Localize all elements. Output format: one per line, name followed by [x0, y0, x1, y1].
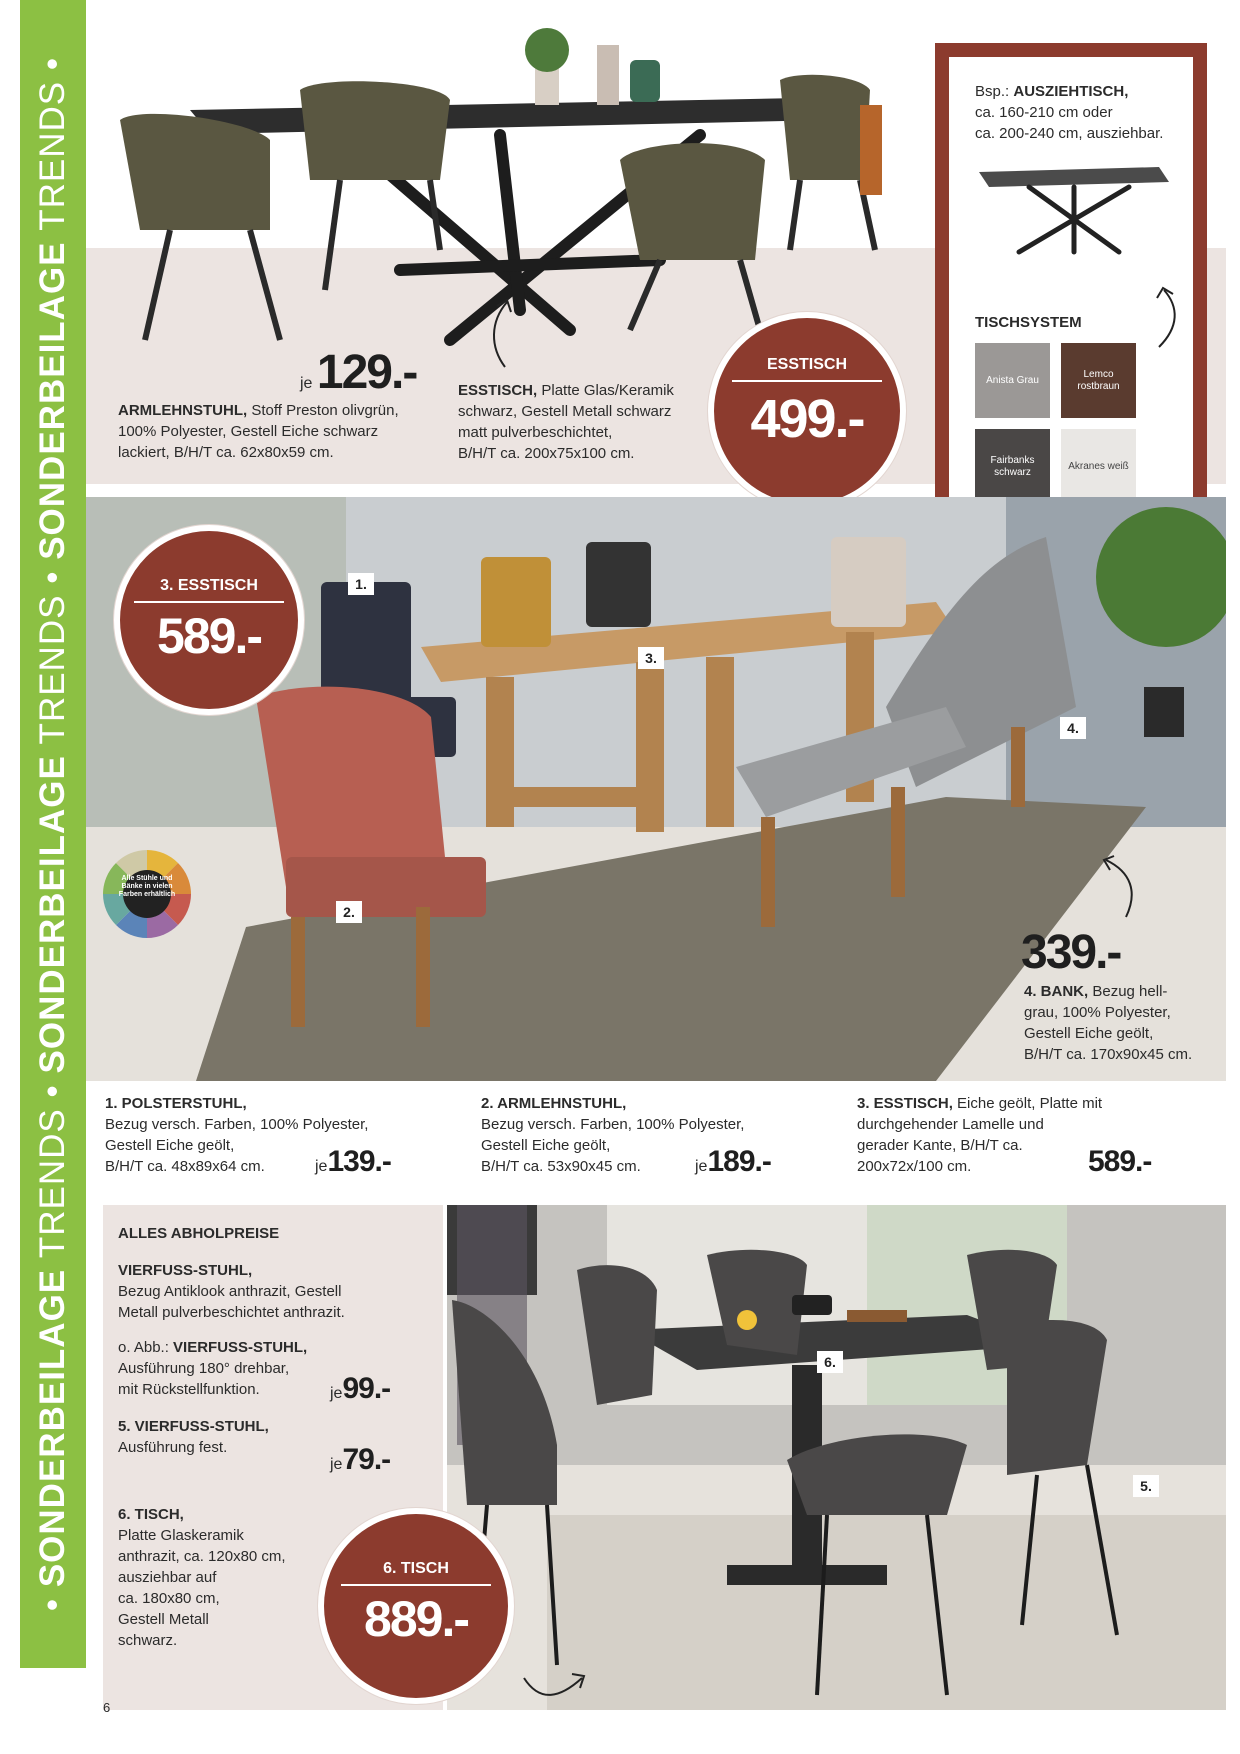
polsterstuhl-price	[315, 1145, 391, 1179]
desc: gerader Kante, B/H/T ca.	[857, 1137, 1023, 1154]
desc: schwarz.	[118, 1632, 178, 1649]
extension-table-image	[969, 157, 1179, 257]
table-system-inner	[949, 57, 1193, 506]
esstisch-3-price	[1088, 1145, 1151, 1179]
dining-scene-dark	[447, 1205, 1226, 1710]
sidebar-word-light: TRENDS	[33, 594, 72, 745]
product-title: VIERFUSS-STUHL,	[173, 1339, 308, 1356]
page-number: 6	[103, 1700, 111, 1715]
price: 589.-	[1088, 1145, 1152, 1178]
desc: ca. 180x80 cm,	[118, 1590, 220, 1607]
desc: Gestell Metall	[118, 1611, 209, 1628]
arrow-icon	[1096, 852, 1146, 922]
product-title: 1. POLSTERSTUHL,	[105, 1095, 247, 1112]
bullet: •	[33, 1084, 72, 1098]
desc: B/H/T ca. 53x90x45 cm.	[481, 1158, 641, 1175]
swatch-anista-grau	[975, 343, 1050, 418]
desc: matt pulverbeschichtet,	[458, 424, 613, 441]
armchair-description	[118, 400, 448, 463]
desc: durchgehender Lamelle und	[857, 1116, 1044, 1133]
label-3: 3.	[638, 647, 664, 669]
badge-divider	[732, 380, 882, 382]
desc: Bezug Antiklook anthrazit, Gestell	[118, 1283, 342, 1300]
table-description	[458, 380, 718, 464]
sidebar-word-light: TRENDS	[33, 1108, 72, 1259]
table-system-title: TISCHSYSTEM	[975, 314, 1082, 331]
price: 139.-	[327, 1145, 391, 1178]
extension-table-text	[975, 81, 1195, 144]
price: 99.-	[342, 1372, 391, 1405]
desc: anthrazit, ca. 120x80 cm,	[118, 1548, 286, 1565]
product-title: 3. ESSTISCH,	[857, 1095, 953, 1112]
product-title: 2. ARMLEHNSTUHL,	[481, 1095, 627, 1112]
badge-title: 6. TISCH	[383, 1560, 449, 1577]
product-title: ARMLEHNSTUHL,	[118, 402, 248, 419]
desc: lackiert, B/H/T ca. 62x80x59 cm.	[118, 444, 334, 461]
prefix: o. Abb.:	[118, 1339, 174, 1356]
swatch-lemco-rostbraun	[1061, 343, 1136, 418]
desc: schwarz, Gestell Metall schwarz	[458, 403, 672, 420]
desc: Ausführung fest.	[118, 1439, 228, 1456]
desc: B/H/T ca. 48x89x64 cm.	[105, 1158, 265, 1175]
sidebar-word-bold: SONDERBEILAGE	[33, 241, 72, 560]
bullet: •	[33, 1597, 72, 1612]
table-system-box	[935, 43, 1207, 520]
bullet: •	[33, 570, 72, 584]
badge-title: ESSTISCH	[766, 356, 847, 373]
desc: ca. 160-210 cm oder	[975, 104, 1113, 121]
je-label: je	[300, 375, 313, 392]
price-badge-esstisch	[708, 312, 906, 510]
badge-title: 3. ESSTISCH	[160, 577, 258, 594]
desc: Metall pulverbeschichtet anthrazit.	[118, 1304, 345, 1321]
armchair-price	[300, 345, 416, 400]
product-esstisch-3	[857, 1093, 1117, 1177]
price: 339.-	[1021, 926, 1121, 979]
badge-divider	[341, 1584, 491, 1586]
desc: Eiche geölt, Platte mit	[952, 1095, 1103, 1112]
price: 189.-	[707, 1145, 771, 1178]
desc: Gestell Eiche geölt,	[1024, 1025, 1154, 1042]
price-badge-tisch-6	[318, 1508, 514, 1704]
bottom-dining-photo	[447, 1205, 1226, 1710]
desc: grau, 100% Polyester,	[1024, 1004, 1171, 1021]
desc: Bezug hell-	[1088, 983, 1168, 1000]
desc: Gestell Eiche geölt,	[481, 1137, 611, 1154]
desc: ca. 200-240 cm, ausziehbar.	[975, 125, 1164, 142]
arrow-icon	[1149, 282, 1189, 352]
desc: Platte Glas/Keramik	[537, 382, 674, 399]
arrow-icon	[520, 1668, 590, 1708]
product-title: 5. VIERFUSS-STUHL,	[118, 1418, 269, 1435]
vierfuss-5-price	[330, 1443, 390, 1477]
bullet: •	[33, 56, 72, 71]
desc: Bezug versch. Farben, 100% Polyester,	[105, 1116, 369, 1133]
je-label: je	[695, 1158, 708, 1175]
swatch-label: Fairbanks schwarz	[990, 454, 1035, 478]
desc: Platte Glaskeramik	[118, 1527, 244, 1544]
label-1: 1.	[348, 573, 374, 595]
title: AUSZIEHTISCH,	[1013, 83, 1129, 100]
desc: 100% Polyester, Gestell Eiche schwarz	[118, 423, 379, 440]
sidebar-word-light: TRENDS	[33, 80, 72, 231]
sidebar-word-bold: SONDERBEILAGE	[33, 755, 72, 1074]
je-label: je	[315, 1158, 328, 1175]
desc: mit Rückstellfunktion.	[118, 1381, 260, 1398]
product-title: ESSTISCH,	[458, 382, 538, 399]
prefix: Bsp.:	[975, 83, 1014, 100]
desc: Gestell Eiche geölt,	[105, 1137, 235, 1154]
bench-price	[1021, 925, 1120, 980]
label-5: 5.	[1133, 1475, 1159, 1497]
label-6: 6.	[817, 1351, 843, 1373]
price-badge-esstisch-3	[114, 525, 304, 715]
price: 129.-	[316, 346, 417, 399]
label-2: 2.	[336, 901, 362, 923]
swatch-akranes-weiss	[1061, 429, 1136, 504]
sidebar-banner	[20, 0, 86, 1668]
drehstuhl-price	[330, 1372, 390, 1406]
swatch-label: Anista Grau	[986, 374, 1039, 386]
desc: 200x72x/100 cm.	[857, 1158, 972, 1175]
color-wheel-caption: Alle Stühle und Bänke in vielen Farben erhältlich	[118, 875, 176, 898]
je-label: je	[330, 1456, 343, 1473]
desc: Ausführung 180° drehbar,	[118, 1360, 290, 1377]
label-4: 4.	[1060, 717, 1086, 739]
bench-description	[1024, 981, 1224, 1065]
badge-divider	[134, 601, 284, 603]
desc: B/H/T ca. 170x90x45 cm.	[1024, 1046, 1193, 1063]
product-title: 6. TISCH,	[118, 1506, 184, 1523]
product-title: VIERFUSS-STUHL,	[118, 1262, 253, 1279]
badge-price: 889.-	[364, 1591, 468, 1647]
desc: Stoff Preston olivgrün,	[247, 402, 399, 419]
section-header: ALLES ABHOLPREISE	[118, 1225, 280, 1242]
sidebar-text	[20, 0, 86, 1668]
swatch-label: Lemco rostbraun	[1077, 368, 1120, 392]
armlehnstuhl-price	[695, 1145, 771, 1179]
desc: Bezug versch. Farben, 100% Polyester,	[481, 1116, 745, 1133]
swatch-fairbanks-schwarz	[975, 429, 1050, 504]
je-label: je	[330, 1385, 343, 1402]
desc: B/H/T ca. 200x75x100 cm.	[458, 445, 635, 462]
badge-price: 589.-	[157, 608, 261, 664]
swatch-label: Akranes weiß	[1068, 460, 1129, 472]
arrow-icon	[485, 292, 525, 372]
badge-price: 499.-	[750, 389, 864, 449]
desc: ausziehbar auf	[118, 1569, 217, 1586]
product-title: 4. BANK,	[1024, 983, 1089, 1000]
price: 79.-	[342, 1443, 391, 1476]
sidebar-word-bold: SONDERBEILAGE	[33, 1268, 72, 1588]
